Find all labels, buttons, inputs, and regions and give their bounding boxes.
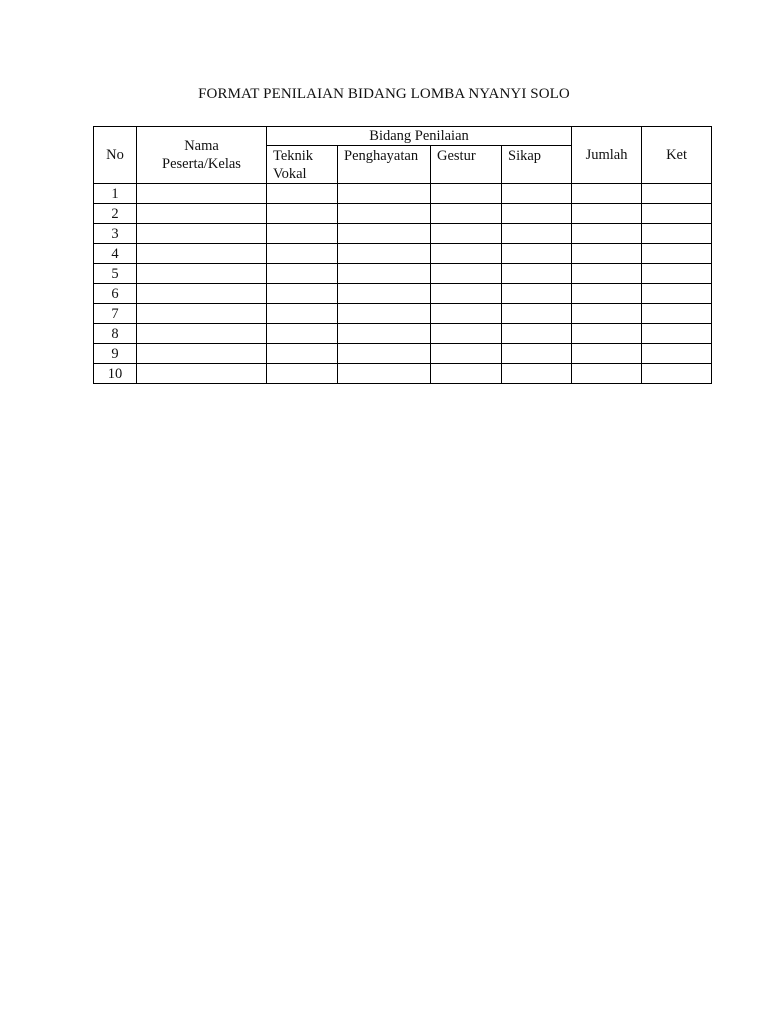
cell-name[interactable] xyxy=(137,344,267,364)
cell-name[interactable] xyxy=(137,204,267,224)
cell-teknik-vokal[interactable] xyxy=(267,264,338,284)
table-row xyxy=(94,184,712,204)
cell-gestur[interactable] xyxy=(431,344,502,364)
header-name xyxy=(137,127,267,184)
cell-sikap[interactable] xyxy=(502,224,572,244)
row-number: 6 xyxy=(94,284,137,304)
row-number: 8 xyxy=(94,324,137,344)
cell-gestur[interactable] xyxy=(431,184,502,204)
document-title: FORMAT PENILAIAN BIDANG LOMBA NYANYI SOLO xyxy=(198,86,570,102)
cell-jumlah[interactable] xyxy=(572,364,642,384)
cell-gestur[interactable] xyxy=(431,364,502,384)
cell-teknik-vokal[interactable] xyxy=(267,224,338,244)
header-teknik-vokal xyxy=(267,146,338,184)
table-row xyxy=(94,364,712,384)
cell-gestur[interactable] xyxy=(431,284,502,304)
table-row xyxy=(94,284,712,304)
header-name-line2: Peserta/Kelas xyxy=(162,156,241,172)
header-no: No xyxy=(94,127,137,184)
header-penghayatan: Penghayatan xyxy=(338,146,431,184)
header-sikap: Sikap xyxy=(502,146,572,184)
header-bidang-penilaian: Bidang Penilaian xyxy=(267,127,572,146)
cell-sikap[interactable] xyxy=(502,304,572,324)
cell-ket[interactable] xyxy=(642,304,712,324)
cell-gestur[interactable] xyxy=(431,244,502,264)
header-teknik-line1: Teknik xyxy=(273,148,314,164)
row-number: 9 xyxy=(94,344,137,364)
cell-teknik-vokal[interactable] xyxy=(267,324,338,344)
cell-gestur[interactable] xyxy=(431,324,502,344)
cell-sikap[interactable] xyxy=(502,264,572,284)
cell-penghayatan[interactable] xyxy=(338,264,431,284)
cell-sikap[interactable] xyxy=(502,284,572,304)
row-number: 7 xyxy=(94,304,137,324)
cell-sikap[interactable] xyxy=(502,244,572,264)
cell-teknik-vokal[interactable] xyxy=(267,364,338,384)
cell-name[interactable] xyxy=(137,364,267,384)
header-teknik-line2: Vokal xyxy=(273,166,307,182)
table-row xyxy=(94,224,712,244)
row-number: 5 xyxy=(94,264,137,284)
cell-ket[interactable] xyxy=(642,364,712,384)
table-row xyxy=(94,324,712,344)
header-name-line1: Nama xyxy=(184,138,219,154)
cell-ket[interactable] xyxy=(642,324,712,344)
row-number: 4 xyxy=(94,244,137,264)
cell-sikap[interactable] xyxy=(502,344,572,364)
cell-jumlah[interactable] xyxy=(572,204,642,224)
cell-name[interactable] xyxy=(137,304,267,324)
cell-gestur[interactable] xyxy=(431,224,502,244)
cell-teknik-vokal[interactable] xyxy=(267,244,338,264)
cell-jumlah[interactable] xyxy=(572,224,642,244)
cell-penghayatan[interactable] xyxy=(338,344,431,364)
cell-jumlah[interactable] xyxy=(572,284,642,304)
cell-jumlah[interactable] xyxy=(572,324,642,344)
cell-name[interactable] xyxy=(137,184,267,204)
cell-penghayatan[interactable] xyxy=(338,304,431,324)
header-ket: Ket xyxy=(642,127,712,184)
cell-sikap[interactable] xyxy=(502,324,572,344)
row-number: 3 xyxy=(94,224,137,244)
cell-penghayatan[interactable] xyxy=(338,204,431,224)
table-row xyxy=(94,204,712,224)
assessment-table xyxy=(93,126,712,384)
cell-name[interactable] xyxy=(137,244,267,264)
row-number: 2 xyxy=(94,204,137,224)
cell-sikap[interactable] xyxy=(502,364,572,384)
cell-ket[interactable] xyxy=(642,284,712,304)
cell-sikap[interactable] xyxy=(502,184,572,204)
header-gestur: Gestur xyxy=(431,146,502,184)
cell-ket[interactable] xyxy=(642,244,712,264)
cell-teknik-vokal[interactable] xyxy=(267,204,338,224)
cell-jumlah[interactable] xyxy=(572,304,642,324)
row-number: 1 xyxy=(94,184,137,204)
cell-jumlah[interactable] xyxy=(572,184,642,204)
cell-teknik-vokal[interactable] xyxy=(267,344,338,364)
cell-teknik-vokal[interactable] xyxy=(267,284,338,304)
cell-penghayatan[interactable] xyxy=(338,364,431,384)
cell-penghayatan[interactable] xyxy=(338,284,431,304)
cell-penghayatan[interactable] xyxy=(338,244,431,264)
cell-sikap[interactable] xyxy=(502,204,572,224)
table-row xyxy=(94,344,712,364)
cell-ket[interactable] xyxy=(642,204,712,224)
cell-name[interactable] xyxy=(137,264,267,284)
cell-gestur[interactable] xyxy=(431,304,502,324)
table-row xyxy=(94,304,712,324)
cell-jumlah[interactable] xyxy=(572,264,642,284)
cell-gestur[interactable] xyxy=(431,264,502,284)
cell-jumlah[interactable] xyxy=(572,344,642,364)
cell-penghayatan[interactable] xyxy=(338,224,431,244)
cell-jumlah[interactable] xyxy=(572,244,642,264)
cell-teknik-vokal[interactable] xyxy=(267,184,338,204)
cell-ket[interactable] xyxy=(642,224,712,244)
header-jumlah: Jumlah xyxy=(572,127,642,184)
cell-gestur[interactable] xyxy=(431,204,502,224)
row-number: 10 xyxy=(94,364,137,384)
table-row xyxy=(94,264,712,284)
table-row xyxy=(94,244,712,264)
cell-ket[interactable] xyxy=(642,264,712,284)
cell-ket[interactable] xyxy=(642,344,712,364)
cell-name[interactable] xyxy=(137,224,267,244)
cell-name[interactable] xyxy=(137,324,267,344)
cell-ket[interactable] xyxy=(642,184,712,204)
table-body xyxy=(94,184,712,384)
cell-penghayatan[interactable] xyxy=(338,324,431,344)
cell-penghayatan[interactable] xyxy=(338,184,431,204)
cell-name[interactable] xyxy=(137,284,267,304)
cell-teknik-vokal[interactable] xyxy=(267,304,338,324)
